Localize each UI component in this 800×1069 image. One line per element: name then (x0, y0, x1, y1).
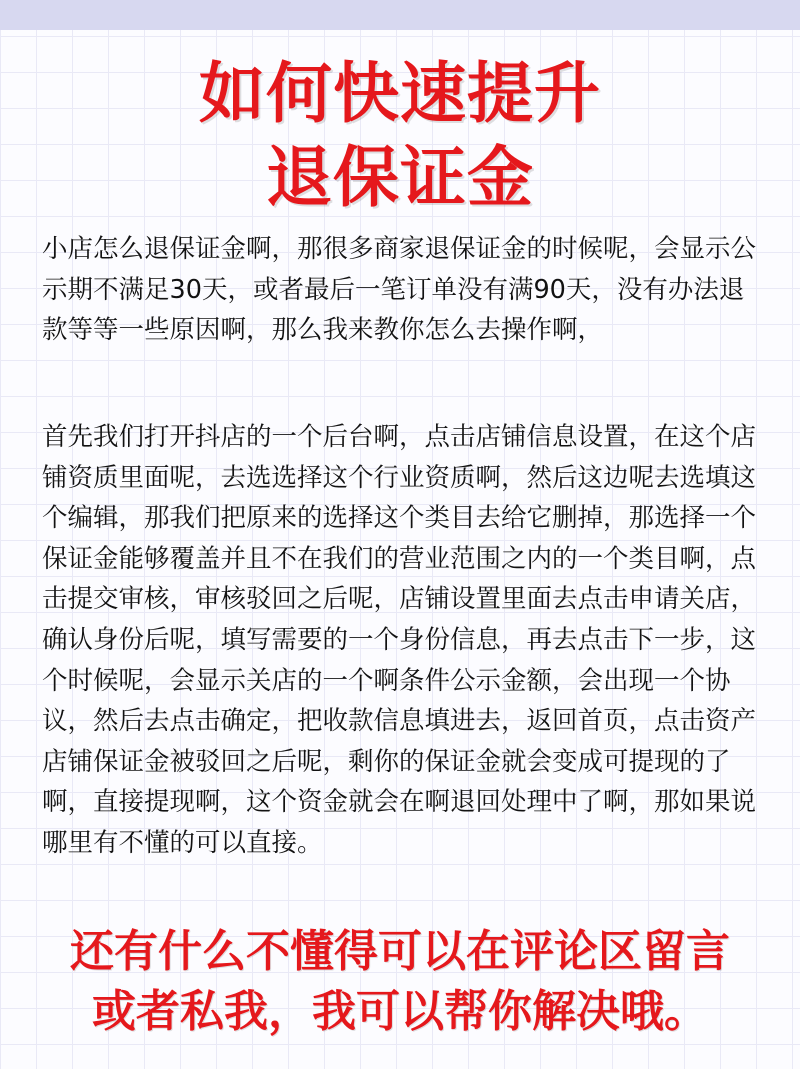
title-line-2: 退保证金 (266, 139, 534, 216)
title-line-1: 如何快速提升 (199, 55, 601, 132)
top-color-band (0, 0, 800, 30)
page-title (0, 52, 800, 220)
closing-callout (0, 922, 800, 1042)
closing-line-1: 还有什么不懂得可以在评论区留言 (70, 926, 730, 977)
body-paragraph-1: 小店怎么退保证金啊，那很多商家退保证金的时候呢，会显示公示期不满足30天，或者最后一笔订单没有满90天，没有办法退款等等一些原因啊，那么我来教你怎么去操作啊， (42, 234, 757, 346)
closing-line-2: 或者私我，我可以帮你解决哦。 (92, 986, 708, 1037)
body-paragraph-2: 首先我们打开抖店的一个后台啊，点击店铺信息设置，在这个店铺资质里面呢，去选选择这个行业资质啊，然后这边呢去选填这个编辑，那我们把原来的选择这个类目去给它删掉，那选择一个保证金能够覆盖并且不在我们的营业范围之内的一个类目啊，点击提交审核，审核驳回之后呢，店铺设置里面去点击申请关店，确认身份后呢，填写需要的一个身份信息，再去点击下一步，这个时候呢，会显示关店的一个啊条件公示金额，会出现一个协议，然后去点击确定，把收款信息填进去，返回首页，点击资产店铺保证金被驳回之后呢，剩你的保证金就会变成可提现的了啊，直接提现啊，这个资金就会在啊退回处理中了啊，那如果说哪里有不懂的可以直接。 (42, 422, 757, 858)
